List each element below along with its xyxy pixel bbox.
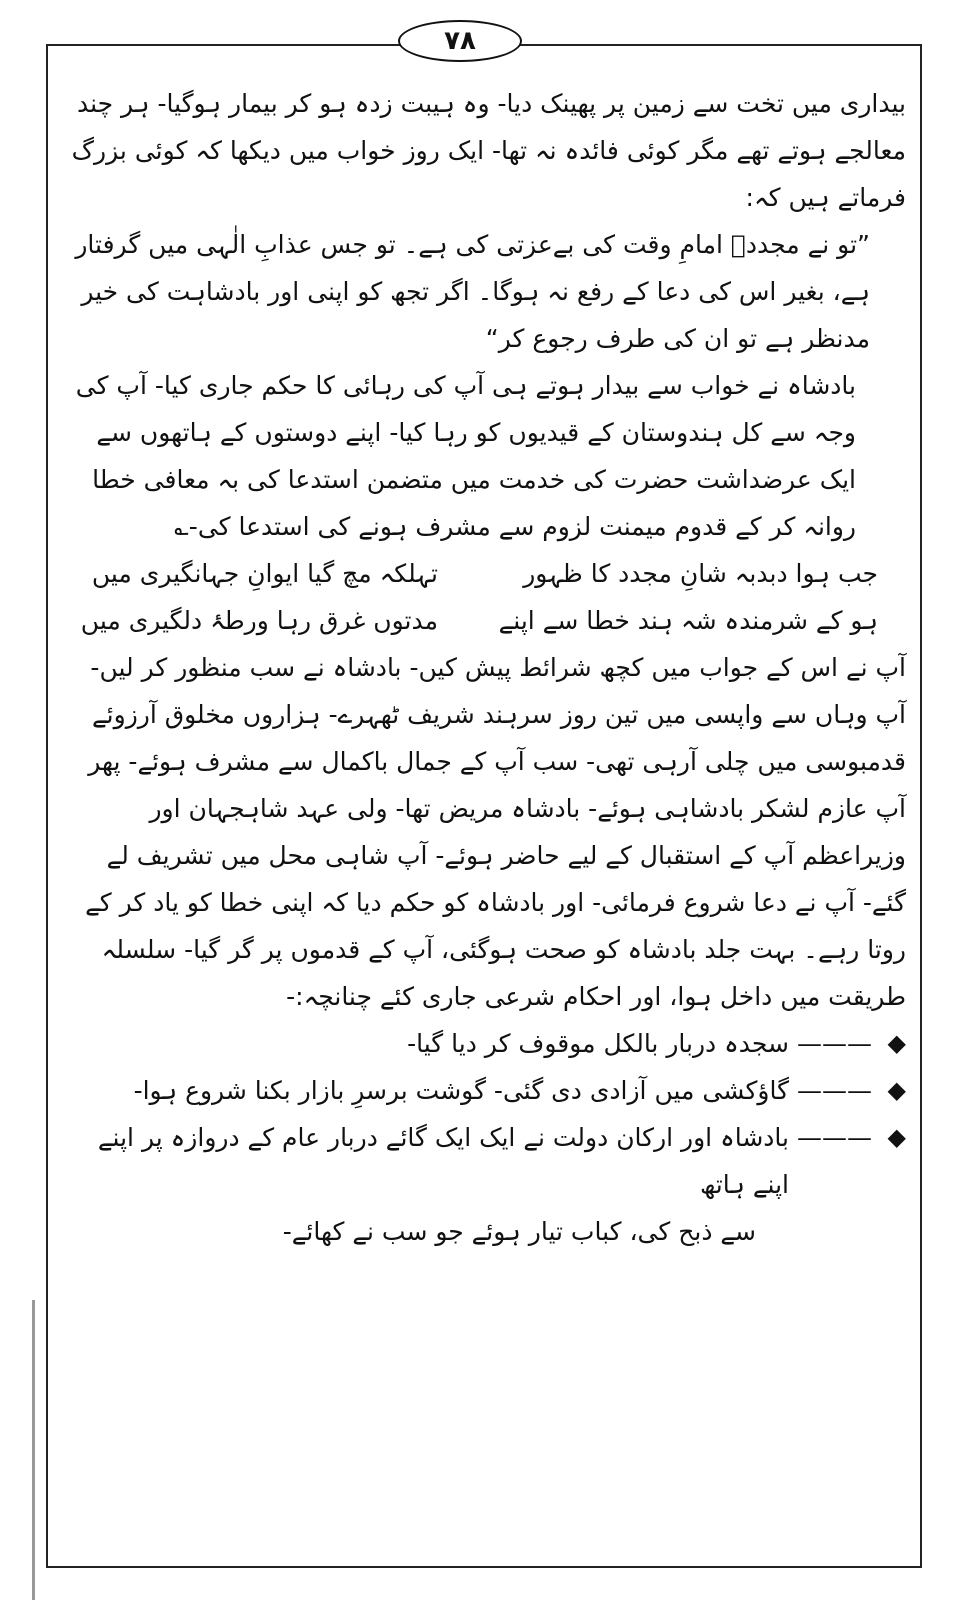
bullet-dash: ——— xyxy=(797,1076,872,1105)
paragraph-1: بیداری میں تخت سے زمین پر پھینک دیا- وہ ہیبت زدہ ہو کر بیمار ہوگیا- ہر چند معالجے ہوتے تھے مگر کوئی فائدہ نہ تھا- ایک روز خواب میں دیکھا کہ کوئی بزرگ فرماتے ہیں کہ: xyxy=(71,89,906,212)
page-content xyxy=(70,80,906,1255)
list-item-text: بادشاہ اور ارکان دولت نے ایک ایک گائے دربار عام کے دروازہ پر اپنے اپنے ہاتھ xyxy=(97,1123,789,1199)
list-item xyxy=(70,1067,906,1114)
diamond-bullet-icon: ◆ xyxy=(887,1076,906,1104)
list-item xyxy=(70,1020,906,1067)
list-item-text: گاؤکشی میں آزادی دی گئی- گوشت برسرِ بازار بکنا شروع ہوا- xyxy=(133,1076,789,1105)
diamond-bullet-icon: ◆ xyxy=(887,1123,906,1151)
list-item xyxy=(70,1114,906,1208)
dream-quote: ”تو نے مجددؒ امامِ وقت کی بےعزتی کی ہے۔ تو جس عذابِ الٰہی میں گرفتار ہے، بغیر اس کی دعا کے رفع نہ ہوگا۔ اگر تجھ کو اپنی اور بادشاہت کی خیر مدنظر ہے تو ان کی طرف رجوع کر“ xyxy=(75,230,870,353)
binding-edge xyxy=(32,1300,35,1600)
list-item-text: سجدہ دربار بالکل موقوف کر دیا گیا- xyxy=(407,1029,789,1058)
bullet-dash: ——— xyxy=(797,1029,872,1058)
diamond-bullet-icon: ◆ xyxy=(887,1029,906,1057)
bullet-dash: ——— xyxy=(797,1123,872,1152)
couplet-2-first-line: ہو کے شرمندہ شہ ہند خطا سے اپنے xyxy=(498,606,878,635)
couplet-1-second-line: تہلکہ مچ گیا ایوانِ جہانگیری میں xyxy=(91,559,438,588)
page-number: ۷۸ xyxy=(398,20,522,62)
list-item-continuation: سے ذبح کی، کباب تیار ہوئے جو سب نے کھائے- xyxy=(282,1217,756,1246)
couplet-2 xyxy=(70,597,906,644)
paragraph-2: بادشاہ نے خواب سے بیدار ہوتے ہی آپ کی رہائی کا حکم جاری کیا- آپ کی وجہ سے کل ہندوستان کے قیدیوں کو رہا کیا- اپنے دوستوں کے ہاتھوں سے ایک عرضداشت حضرت کی خدمت میں متضمن استدعا کی بہ معافی خطا روانہ کر کے قدوم میمنت لزوم سے مشرف ہونے کی استدعا کی-؎ xyxy=(75,371,856,541)
couplet-2-second-line: مدتوں غرق رہا ورطۂ دلگیری میں xyxy=(80,606,438,635)
couplet-1 xyxy=(70,550,906,597)
paragraph-3: آپ نے اس کے جواب میں کچھ شرائط پیش کیں- بادشاہ نے سب منظور کر لیں- آپ وہاں سے واپسی میں تین روز سرہند شریف ٹھہرے- ہزاروں مخلوق آرزوئے قدمبوسی میں چلی آرہی تھی- سب آپ کے جمال باکمال سے مشرف ہوئے- پھر آپ عازم لشکر بادشاہی ہوئے- بادشاہ مریض تھا- ولی عہد شاہجہان اور وزیراعظم آپ کے استقبال کے لیے حاضر ہوئے- آپ شاہی محل میں تشریف لے گئے- آپ نے دعا شروع فرمائی- اور بادشاہ کو حکم دیا کہ اپنی خطا کو یاد کر کے روتا رہے۔ بہت جلد بادشاہ کو صحت ہوگئی، آپ کے قدموں پر گر گیا- سلسلہ طریقت میں داخل ہوا، اور احکام شرعی جاری کئے چنانچہ:- xyxy=(85,653,906,1011)
couplet-1-first-line: جب ہوا دبدبہ شانِ مجدد کا ظہور xyxy=(523,559,878,588)
